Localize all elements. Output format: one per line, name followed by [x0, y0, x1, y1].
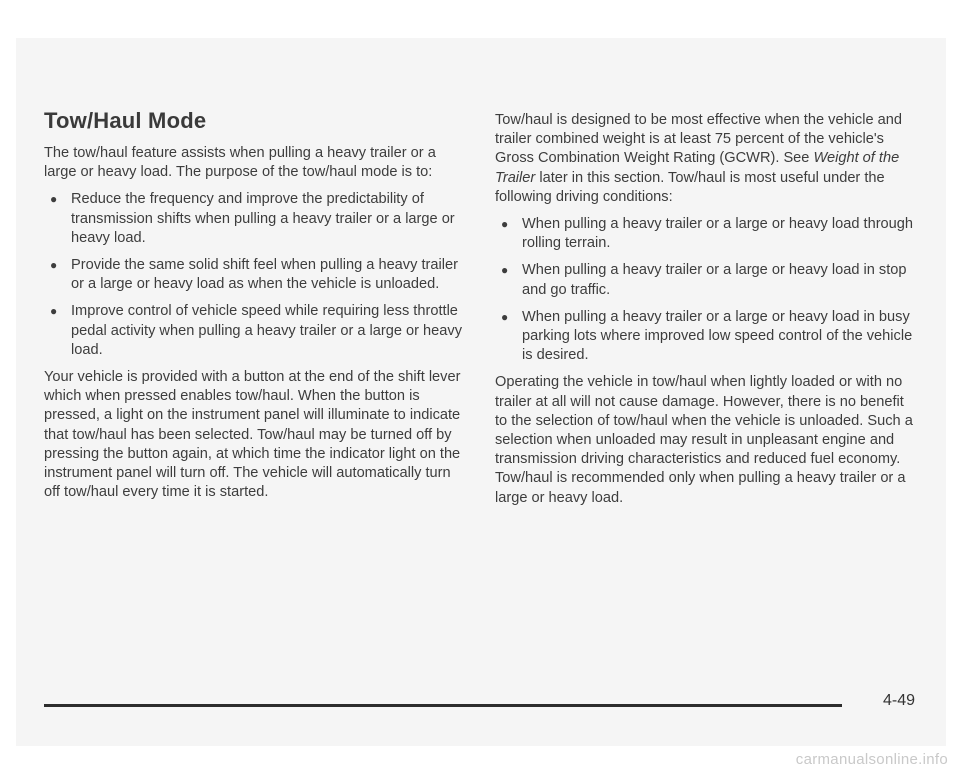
list-item-text: Reduce the frequency and improve the predictability of transmission shifts when pulling a heavy trailer or a large or heavy load. — [71, 191, 455, 246]
right-intro-paragraph — [495, 111, 915, 207]
right-intro-text-1: Tow/haul is designed to be most effective when the vehicle and trailer combined weight is at least 75 percent of the vehicle's Gross Combination Weight Rating (GCWR). See — [495, 112, 902, 167]
watermark: carmanualsonline.info — [795, 751, 948, 768]
right-intro-text-2: later in this section. Tow/haul is most useful under the following driving conditions: — [495, 169, 885, 205]
list-item — [495, 261, 915, 299]
bullet-icon: ● — [50, 258, 58, 273]
bullet-icon: ● — [501, 263, 509, 278]
list-item — [495, 215, 915, 253]
list-item-text: Provide the same solid shift feel when pulling a heavy trailer or a large or heavy load as when the vehicle is unloaded. — [71, 257, 458, 293]
list-item — [44, 190, 464, 248]
bullet-icon: ● — [501, 309, 509, 324]
right-column — [495, 111, 915, 516]
right-bullet-list — [495, 215, 915, 365]
page-number: 4-49 — [883, 692, 916, 709]
bullet-icon: ● — [50, 192, 58, 207]
left-intro-paragraph: The tow/haul feature assists when pulling a heavy trailer or a large or heavy load. The purpose of the tow/haul mode is to: — [44, 145, 436, 181]
list-item — [44, 256, 464, 294]
left-column — [44, 144, 464, 510]
left-bullet-list — [44, 190, 464, 360]
footer-rule — [44, 704, 842, 707]
list-item — [44, 302, 464, 360]
list-item-text: When pulling a heavy trailer or a large or heavy load in busy parking lots where improved low speed control of the vehicle is desired. — [522, 308, 913, 364]
bullet-icon: ● — [501, 217, 509, 232]
list-item-text: When pulling a heavy trailer or a large or heavy load through rolling terrain. — [522, 216, 914, 252]
section-heading: Tow/Haul Mode — [44, 108, 207, 133]
section-reference: Weight of the Trailer — [495, 150, 900, 186]
list-item — [495, 308, 915, 366]
list-item-text: Improve control of vehicle speed while requiring less throttle pedal activity when pulling a heavy trailer or a large or heavy load. — [71, 303, 463, 358]
list-item-text: When pulling a heavy trailer or a large or heavy load in stop and go traffic. — [522, 262, 907, 298]
bullet-icon: ● — [50, 304, 58, 319]
left-closing-paragraph: Your vehicle is provided with a button at the end of the shift lever which when pressed enables tow/haul. When the button is pressed, a light on the instrument panel will illuminate to indicate that tow/haul has been selected. Tow/haul may be turned off by pressing the button again, at which time the indicator light on the instrument panel will turn off. The vehicle will automatically turn off tow/haul every time it is started. — [44, 369, 461, 501]
right-closing-paragraph: Operating the vehicle in tow/haul when lightly loaded or with no trailer at all will not cause damage. However, there is no benefit to the selection of tow/haul when the vehicle is unloaded. Such a selection when unloaded may result in unpleasant engine and transmission driving characteristics and reduced fuel economy. Tow/haul is recommended only when pulling a heavy trailer or a large or heavy load. — [495, 374, 913, 506]
